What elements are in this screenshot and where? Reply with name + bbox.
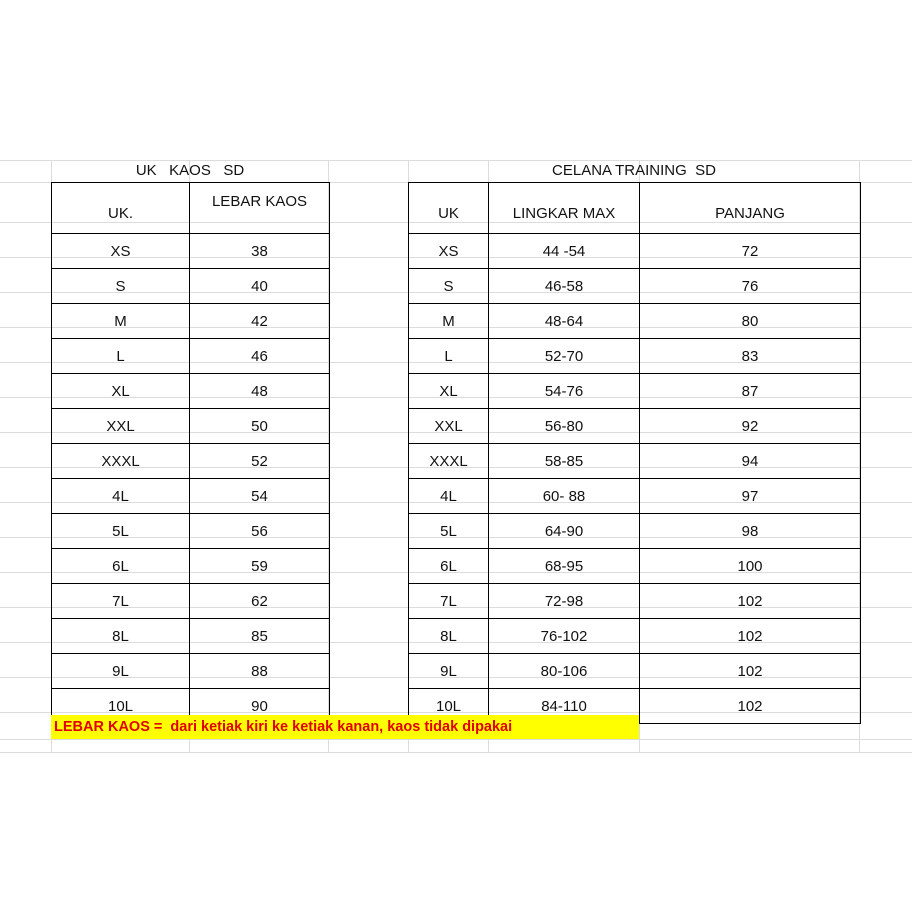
kaos-cell[interactable]: 5L <box>52 514 190 549</box>
celana-size-table <box>408 182 861 724</box>
celana-cell[interactable]: 54-76 <box>489 374 640 409</box>
celana-cell[interactable]: 80 <box>640 304 861 339</box>
kaos-cell[interactable]: 56 <box>190 514 330 549</box>
kaos-cell[interactable]: 62 <box>190 584 330 619</box>
celana-cell[interactable]: XS <box>409 234 489 269</box>
celana-cell[interactable]: 83 <box>640 339 861 374</box>
celana-cell[interactable]: 94 <box>640 444 861 479</box>
celana-row <box>409 234 861 269</box>
kaos-cell[interactable]: S <box>52 269 190 304</box>
celana-header-row <box>409 183 861 234</box>
celana-header-uk[interactable]: UK <box>409 183 489 234</box>
kaos-row <box>52 339 330 374</box>
celana-cell[interactable]: 8L <box>409 619 489 654</box>
kaos-row <box>52 409 330 444</box>
celana-cell[interactable]: XXL <box>409 409 489 444</box>
kaos-row <box>52 619 330 654</box>
celana-cell[interactable]: 60- 88 <box>489 479 640 514</box>
kaos-cell[interactable]: 48 <box>190 374 330 409</box>
kaos-header-lebar[interactable]: LEBAR KAOS <box>190 183 330 234</box>
kaos-header-uk[interactable]: UK. <box>52 183 190 234</box>
kaos-cell[interactable]: 6L <box>52 549 190 584</box>
celana-cell[interactable]: 6L <box>409 549 489 584</box>
celana-cell[interactable]: XXXL <box>409 444 489 479</box>
kaos-cell[interactable]: 90 <box>190 689 330 724</box>
kaos-cell[interactable]: 42 <box>190 304 330 339</box>
celana-cell[interactable]: 44 -54 <box>489 234 640 269</box>
celana-header-panjang[interactable]: PANJANG <box>640 183 861 234</box>
kaos-row <box>52 479 330 514</box>
kaos-cell[interactable]: 8L <box>52 619 190 654</box>
celana-header-lingkar[interactable]: LINGKAR MAX <box>489 183 640 234</box>
kaos-cell[interactable]: 50 <box>190 409 330 444</box>
celana-cell[interactable]: 87 <box>640 374 861 409</box>
celana-cell[interactable]: S <box>409 269 489 304</box>
gridline <box>0 739 912 740</box>
kaos-cell[interactable]: XXL <box>52 409 190 444</box>
celana-cell[interactable]: XL <box>409 374 489 409</box>
celana-row <box>409 304 861 339</box>
kaos-row <box>52 514 330 549</box>
celana-table-title: CELANA TRAINING SD <box>552 162 716 179</box>
celana-cell[interactable]: 48-64 <box>489 304 640 339</box>
celana-row <box>409 339 861 374</box>
kaos-cell[interactable]: 40 <box>190 269 330 304</box>
celana-cell[interactable]: 97 <box>640 479 861 514</box>
kaos-row <box>52 304 330 339</box>
kaos-cell[interactable]: 4L <box>52 479 190 514</box>
celana-cell[interactable]: 100 <box>640 549 861 584</box>
celana-cell[interactable]: 7L <box>409 584 489 619</box>
celana-cell[interactable]: 72-98 <box>489 584 640 619</box>
kaos-cell[interactable]: L <box>52 339 190 374</box>
kaos-row <box>52 654 330 689</box>
kaos-table-title: UK KAOS SD <box>135 162 245 179</box>
celana-cell[interactable]: M <box>409 304 489 339</box>
celana-cell[interactable]: 9L <box>409 654 489 689</box>
kaos-cell[interactable]: 9L <box>52 654 190 689</box>
kaos-cell[interactable]: 38 <box>190 234 330 269</box>
celana-cell[interactable]: 52-70 <box>489 339 640 374</box>
kaos-row <box>52 549 330 584</box>
kaos-cell[interactable]: 88 <box>190 654 330 689</box>
celana-cell[interactable]: 102 <box>640 654 861 689</box>
celana-row <box>409 409 861 444</box>
kaos-cell[interactable]: 54 <box>190 479 330 514</box>
kaos-cell[interactable]: XL <box>52 374 190 409</box>
celana-cell[interactable]: 102 <box>640 584 861 619</box>
celana-cell[interactable]: 10L <box>409 689 489 724</box>
celana-cell[interactable]: 76 <box>640 269 861 304</box>
celana-row <box>409 444 861 479</box>
kaos-size-table <box>51 182 330 724</box>
celana-cell[interactable]: 5L <box>409 514 489 549</box>
kaos-cell[interactable]: 10L <box>52 689 190 724</box>
celana-cell[interactable]: 84-110 <box>489 689 640 724</box>
celana-cell[interactable]: 98 <box>640 514 861 549</box>
celana-cell[interactable]: 102 <box>640 689 861 724</box>
celana-cell[interactable]: 56-80 <box>489 409 640 444</box>
lebar-kaos-note[interactable]: LEBAR KAOS = dari ketiak kiri ke ketiak kanan, kaos tidak dipakai <box>51 715 639 739</box>
celana-row <box>409 269 861 304</box>
kaos-row <box>52 269 330 304</box>
kaos-row <box>52 234 330 269</box>
kaos-row <box>52 584 330 619</box>
kaos-row <box>52 374 330 409</box>
celana-row <box>409 514 861 549</box>
kaos-cell[interactable]: 59 <box>190 549 330 584</box>
celana-cell[interactable]: 58-85 <box>489 444 640 479</box>
kaos-cell[interactable]: 52 <box>190 444 330 479</box>
celana-row <box>409 654 861 689</box>
celana-cell[interactable]: 68-95 <box>489 549 640 584</box>
celana-cell[interactable]: 46-58 <box>489 269 640 304</box>
celana-cell[interactable]: 102 <box>640 619 861 654</box>
celana-cell[interactable]: 76-102 <box>489 619 640 654</box>
celana-row <box>409 584 861 619</box>
celana-cell[interactable]: 72 <box>640 234 861 269</box>
kaos-row <box>52 444 330 479</box>
kaos-cell[interactable]: M <box>52 304 190 339</box>
celana-row <box>409 479 861 514</box>
celana-row <box>409 619 861 654</box>
gridline <box>0 752 912 753</box>
kaos-cell[interactable]: XS <box>52 234 190 269</box>
celana-cell[interactable]: 4L <box>409 479 489 514</box>
celana-cell[interactable]: 80-106 <box>489 654 640 689</box>
celana-cell[interactable]: L <box>409 339 489 374</box>
celana-row <box>409 549 861 584</box>
kaos-cell[interactable]: 85 <box>190 619 330 654</box>
kaos-cell[interactable]: 7L <box>52 584 190 619</box>
celana-cell[interactable]: 64-90 <box>489 514 640 549</box>
celana-row <box>409 374 861 409</box>
kaos-header-row <box>52 183 330 234</box>
kaos-cell[interactable]: XXXL <box>52 444 190 479</box>
kaos-cell[interactable]: 46 <box>190 339 330 374</box>
celana-cell[interactable]: 92 <box>640 409 861 444</box>
